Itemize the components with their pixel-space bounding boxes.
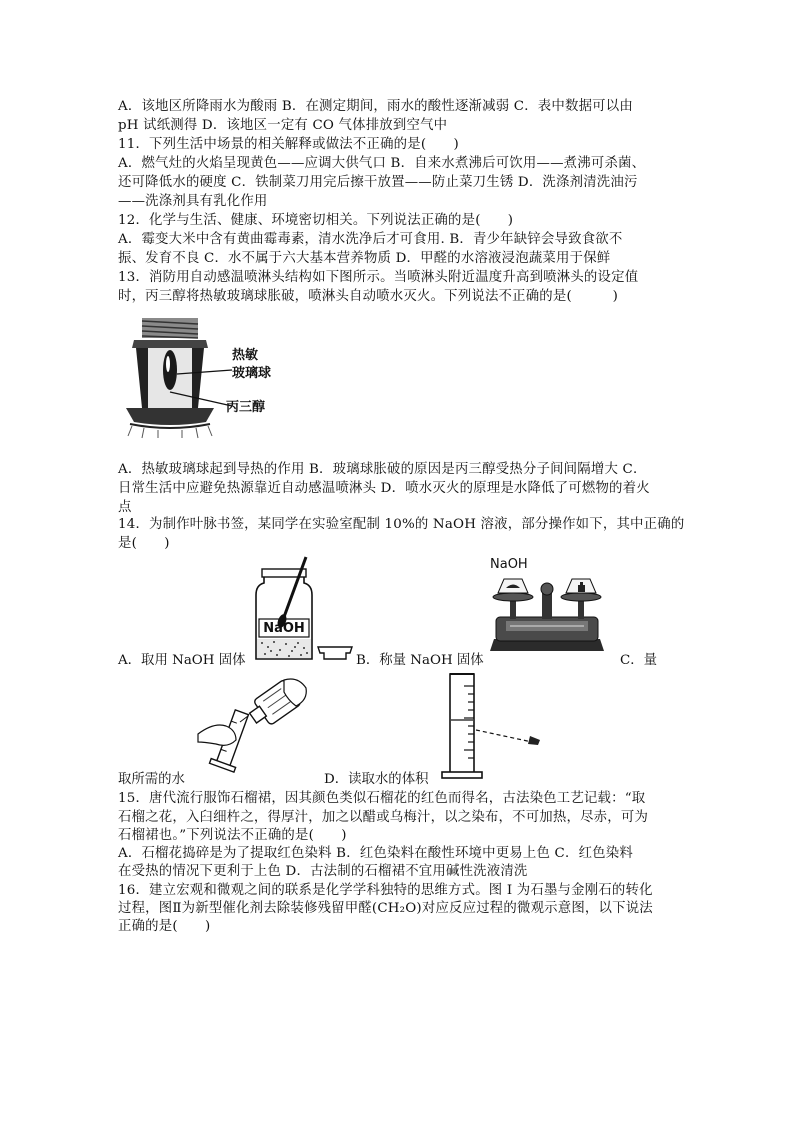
glass-ball-label-2: 玻璃球: [232, 366, 272, 381]
text-line: A．该地区所降雨水为酸雨 B．在测定期间，雨水的酸性逐渐减弱 C．表中数据可以由: [118, 99, 633, 114]
option-c-continued: 取所需的水: [118, 772, 185, 787]
option-d: D．读取水的体积: [324, 772, 429, 787]
question-15: 15．唐代流行服饰石榴裙，因其颜色类似石榴花的红色而得名，古法染色工艺记载：“取: [118, 791, 646, 806]
text-line: 振、发育不良 C．水不属于六大基本营养物质 D．甲醛的水溶液浸泡蔬菜用于保鲜: [118, 251, 611, 266]
glass-ball-label-1: 热敏: [232, 348, 259, 363]
text-line: 正确的是( ): [118, 919, 211, 934]
text-line: 是( ): [118, 536, 170, 551]
option-c: C．量: [620, 653, 658, 668]
glycerol-label: 丙三醇: [226, 400, 266, 415]
text-line: 在受热的情况下更利于上色 D．古法制的石榴裙不宜用碱性洗液清洗: [118, 864, 528, 879]
text-line: ——洗涤剂具有乳化作用: [118, 194, 268, 209]
sprinkler-figure: [120, 312, 310, 440]
pouring-figure: [196, 672, 314, 778]
text-line: A．燃气灶的火焰呈现黄色——应调大供气口 B．自来水煮沸后可饮用——煮沸可杀菌、: [118, 156, 646, 171]
text-line: 还可降低水的硬度 C．铁制菜刀用完后擦干放置——防止菜刀生锈 D．洗涤剂清洗油污: [118, 175, 638, 190]
question-13: 13．消防用自动感温喷淋头结构如下图所示。当喷淋头附近温度升高到喷淋头的设定值: [118, 270, 639, 285]
text-line: 石榴裙也。”下列说法不正确的是( ): [118, 828, 347, 843]
text-line: pH 试纸测得 D．该地区一定有 CO 气体排放到空气中: [118, 118, 448, 133]
text-line: 点: [118, 500, 132, 515]
question-11: 11．下列生活中场景的相关解释或做法不正确的是( ): [118, 137, 459, 152]
question-16: 16．建立宏观和微观之间的联系是化学学科独特的思维方式。图 I 为石墨与金刚石的转化: [118, 883, 653, 898]
text-line: 日常生活中应避免热源靠近自动感温喷淋头 D．喷水灭火的原理是水降低了可燃物的着火: [118, 481, 650, 496]
text-line: 石榴之花，入臼细杵之，得厚汁，加之以醋或乌梅汁，以之染布，不可加热，尽赤，可为: [118, 810, 649, 825]
question-12: 12．化学与生活、健康、环境密切相关。下列说法正确的是( ): [118, 213, 514, 228]
option-a: A．取用 NaOH 固体: [118, 653, 246, 668]
option-b: B．称量 NaOH 固体: [356, 653, 484, 668]
naoh-jar-figure: [246, 555, 358, 665]
text-line: 过程，图Ⅱ为新型催化剂去除装修残留甲醛(CH₂O)对应反应过程的微观示意图，以下说法: [118, 901, 653, 916]
text-line: 时，丙三醇将热敏玻璃球胀破，喷淋头自动喷水灭火。下列说法不正确的是( ): [118, 289, 619, 304]
text-line: A．热敏玻璃球起到导热的作用 B．玻璃球胀破的原因是丙三醇受热分子间间隔增大 C．: [118, 462, 647, 477]
text-line: A．石榴花捣碎是为了提取红色染料 B．红色染料在酸性环境中更易上色 C．红色染料: [118, 846, 633, 861]
text-line: A．霉变大米中含有黄曲霉毒素，清水洗净后才可食用. B．青少年缺锌会导致食欲不: [118, 232, 623, 247]
balance-figure: [486, 555, 608, 659]
reading-cylinder-figure: [440, 672, 550, 780]
question-14: 14．为制作叶脉书签，某同学在实验室配制 10%的 NaOH 溶液，部分操作如下，其中正确的: [118, 517, 685, 532]
jar-label: NaOH: [263, 621, 305, 636]
scale-label: NaOH: [490, 557, 528, 572]
